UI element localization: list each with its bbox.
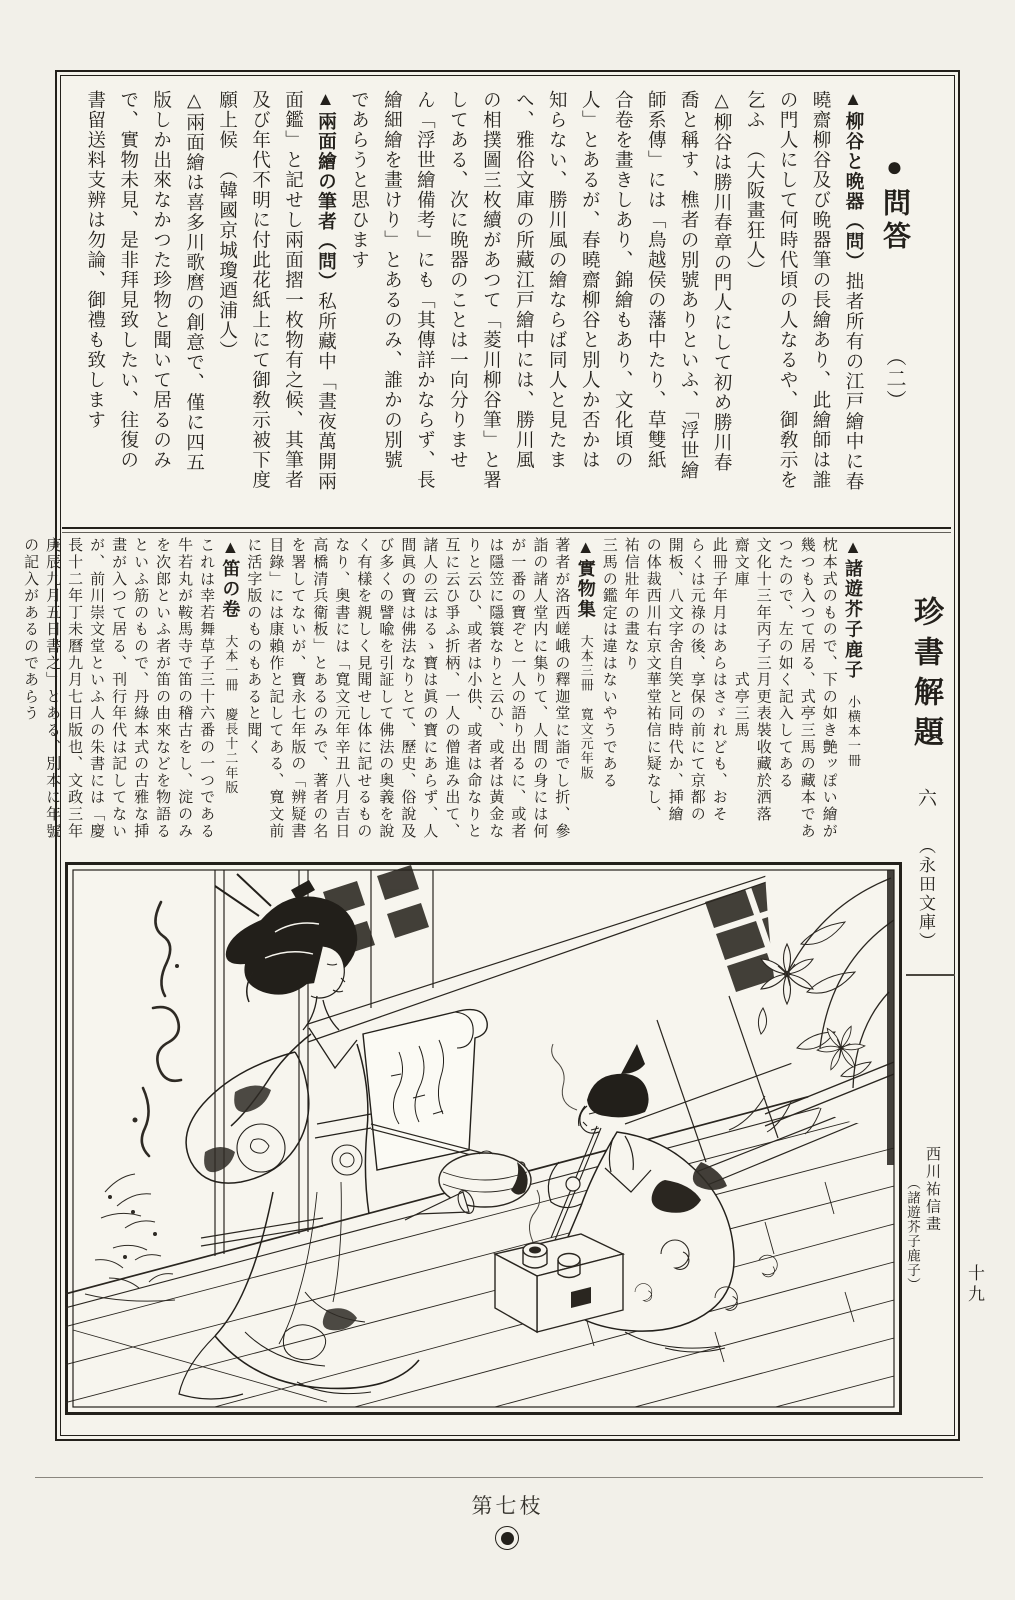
footer-rule — [35, 1477, 983, 1478]
text-column: なり、奥書には「寬文元年辛丑八月吉日 — [333, 537, 350, 840]
text-column: 三馬の鑑定は違はないやうである — [600, 537, 617, 789]
text-column: 文化十三年丙子三月更表裝收藏於洒落 — [754, 537, 771, 823]
text-column: へ、雅俗文庫の所藏江戸繪中には、勝川風 — [513, 90, 534, 470]
illustration-caption — [898, 1146, 943, 1346]
text-column — [220, 537, 240, 859]
text-column: 齋文庫 式亭三馬 — [732, 537, 749, 739]
text-column: 開板、八文字舍自笑と同時代か、挿繪 — [666, 537, 683, 823]
text-column: 知らない、勝川風の繪ならば同人と見たま — [546, 90, 567, 470]
entry-heading-note: 拙者所有の江戸繪中に春 — [843, 271, 863, 492]
entry-heading-note: 大本三冊 寬文元年版 — [578, 619, 594, 781]
margin-rule — [906, 974, 955, 976]
text-column: に活字版のものもあると聞く — [245, 537, 262, 756]
text-column: の体裁西川右京文華堂祐信に疑なし、 — [644, 537, 661, 823]
bibliography-title-text: 珍書解題 — [909, 596, 942, 756]
text-column: といふ筋のもので、丹綠本式の古雅な挿 — [132, 537, 149, 840]
text-column: 及び年代不明に付此花紙上にて御敎示被下度 — [249, 90, 270, 490]
text-column: が、前川崇文堂といふ人の朱書には「慶 — [88, 537, 105, 840]
entry-heading-note: 私所藏中「晝夜萬開兩 — [315, 291, 336, 492]
text-column: 著者が洛西嵯峨の釋迦堂に詣でし折、參 — [553, 537, 570, 840]
qa-issue-number: （二） — [883, 346, 905, 412]
bibliography-part-number: 六 — [915, 788, 936, 807]
text-column: 目錄」には康賴作と記してある、寬文前 — [267, 537, 284, 840]
bibliography-text-columns — [22, 537, 863, 859]
text-column: 庚辰九月五日書之」とある、別本に年號 — [44, 537, 61, 840]
text-column — [315, 90, 335, 522]
text-column: してある、次に晩器のことは一向分りませ — [447, 90, 468, 470]
text-column: の門人にして何時代頃の人なるや、御敎示を — [777, 90, 798, 490]
bibliography-section-title — [903, 596, 947, 956]
text-column: つたので、左の如く記入してある — [776, 537, 793, 789]
text-column: 畫が入つて居る、刊行年代は記してない — [110, 537, 127, 840]
text-column: 師系傳」には「鳥越侯の藩中たり、草雙紙 — [645, 90, 666, 470]
caption-book-title: （諸遊芥子鹿子） — [905, 1176, 920, 1292]
text-column: を署してないが、寶永七年版の「辨疑書 — [289, 537, 306, 840]
text-column: は隱笠に隱簑なりと云ひ、或者は黃金な — [487, 537, 504, 840]
section-divider — [62, 527, 951, 529]
text-column: △柳谷は勝川春章の門人にして初め勝川春 — [711, 90, 732, 473]
text-column: 願上候 （韓國京城瓊逎浦人） — [216, 90, 237, 361]
entry-heading-note: 大本一冊 慶長十二年版 — [223, 619, 239, 796]
bullseye-dot — [501, 1532, 514, 1545]
text-column: 枕本式のもので、下の如き艶ッぽい繪が — [820, 537, 837, 840]
text-column: 高橋清兵衛板」とあるのみで、著者の名 — [311, 537, 328, 840]
text-column: 人」とあるが、春曉齋柳谷と別人か否かは — [579, 90, 600, 470]
text-column: の相撲圖三枚續があつて「菱川柳谷筆」と署 — [480, 90, 501, 490]
text-column: 面鑑」と記せし兩面摺一枚物有之候、其筆者 — [282, 90, 303, 490]
qa-text-columns — [66, 90, 862, 522]
text-column: 書留送料支辨は勿論、御禮も致します — [84, 90, 105, 430]
section-divider-thin — [62, 532, 951, 533]
text-column: が一番の寶ぞと一人の語り出るに、或者 — [509, 537, 526, 840]
text-column: 合卷を畫きしあり、錦繪もあり、文化頃の — [612, 90, 633, 470]
issue-title: 第七枝 — [471, 1494, 544, 1518]
entry-heading: ▲實物集 — [575, 537, 596, 620]
text-column: 乞ふ （大阪畫狂人） — [744, 90, 765, 281]
text-column — [842, 90, 862, 522]
bullseye-mark-icon — [495, 1526, 519, 1550]
text-column: 此冊子年月はあらはさゞれども、おそ — [710, 537, 727, 823]
text-column: 喬と稱す、樵者の別號ありといふ、「浮世繪 — [678, 90, 699, 481]
bibliography-subtitle: （永田文庫） — [916, 837, 935, 951]
text-column: △兩面繪は喜多川歌麿の創意で、僅に四五 — [183, 90, 204, 473]
text-column: 牛若丸が鞍馬寺で笛の稽古をし、淀のみ — [176, 537, 193, 840]
text-column: 互に云ひ爭ふ折柄、一人の僧進み出て、 — [443, 537, 460, 840]
text-column: 幾つも入つて居る、式亭三馬の藏本であ — [798, 537, 815, 840]
text-column — [575, 537, 595, 859]
woodblock-illustration — [65, 862, 902, 1415]
text-column: これは幸若舞草子三十六番の一つである — [198, 537, 215, 840]
entry-heading: ▲笛の卷 — [220, 537, 241, 620]
page-number: 十九 — [965, 1264, 984, 1306]
text-column: で、實物未見、是非拜見致したい、往復の — [117, 90, 138, 470]
entry-heading: ▲兩面繪の筆者（問） — [315, 90, 336, 292]
text-column — [842, 537, 862, 859]
text-column: び多くの譬喩を引証して佛法の奥義を說 — [377, 537, 394, 840]
text-column: を次郎といふ者が笛の由來などを物語る — [154, 537, 171, 840]
text-column: 諸人の云はるゝ寶は眞の寶にあらず、人 — [421, 537, 438, 840]
text-column: 長十二年丁未曆九月七日版也、文政三年 — [66, 537, 83, 840]
text-column: であらうと思ひます — [348, 90, 369, 270]
caption-artist: 西川祐信畫 — [924, 1146, 940, 1234]
text-column: 版しか出來なかつた珍物と聞いて居るのみ — [150, 90, 171, 470]
entry-heading-note: 小横本一冊 — [846, 680, 861, 769]
text-column: 繪細繪を畫けり」とあるのみ、誰かの別號 — [381, 90, 402, 470]
text-column: ん「浮世繪備考」にも「其傳詳かならず、長 — [414, 90, 435, 490]
text-column: 祐信壯年の畫なり — [622, 537, 639, 672]
text-column: らくは元祿の後、享保の前にて京都の — [688, 537, 705, 823]
qa-section-title — [874, 152, 914, 492]
qa-title-text: ●問答 — [879, 152, 910, 254]
entry-heading: ▲柳谷と晩器（問） — [843, 90, 863, 272]
text-column: りと云ひ、或者は小供、或者は命なりと — [465, 537, 482, 840]
text-column: 曉齋柳谷及び晩器筆の長繪あり、此繪師は誰 — [810, 90, 831, 490]
text-column: の記入があるのであらう — [22, 537, 39, 722]
entry-heading: ▲諸遊芥子鹿子 — [843, 537, 863, 681]
text-column: く有樣を親しく見聞せし体に記せるもの — [355, 537, 372, 840]
text-column: 間眞の寶は佛法なりとて、歷史、俗說及 — [399, 537, 416, 840]
text-column: 詣の諸人堂内に集りて、人間の身には何 — [531, 537, 548, 840]
